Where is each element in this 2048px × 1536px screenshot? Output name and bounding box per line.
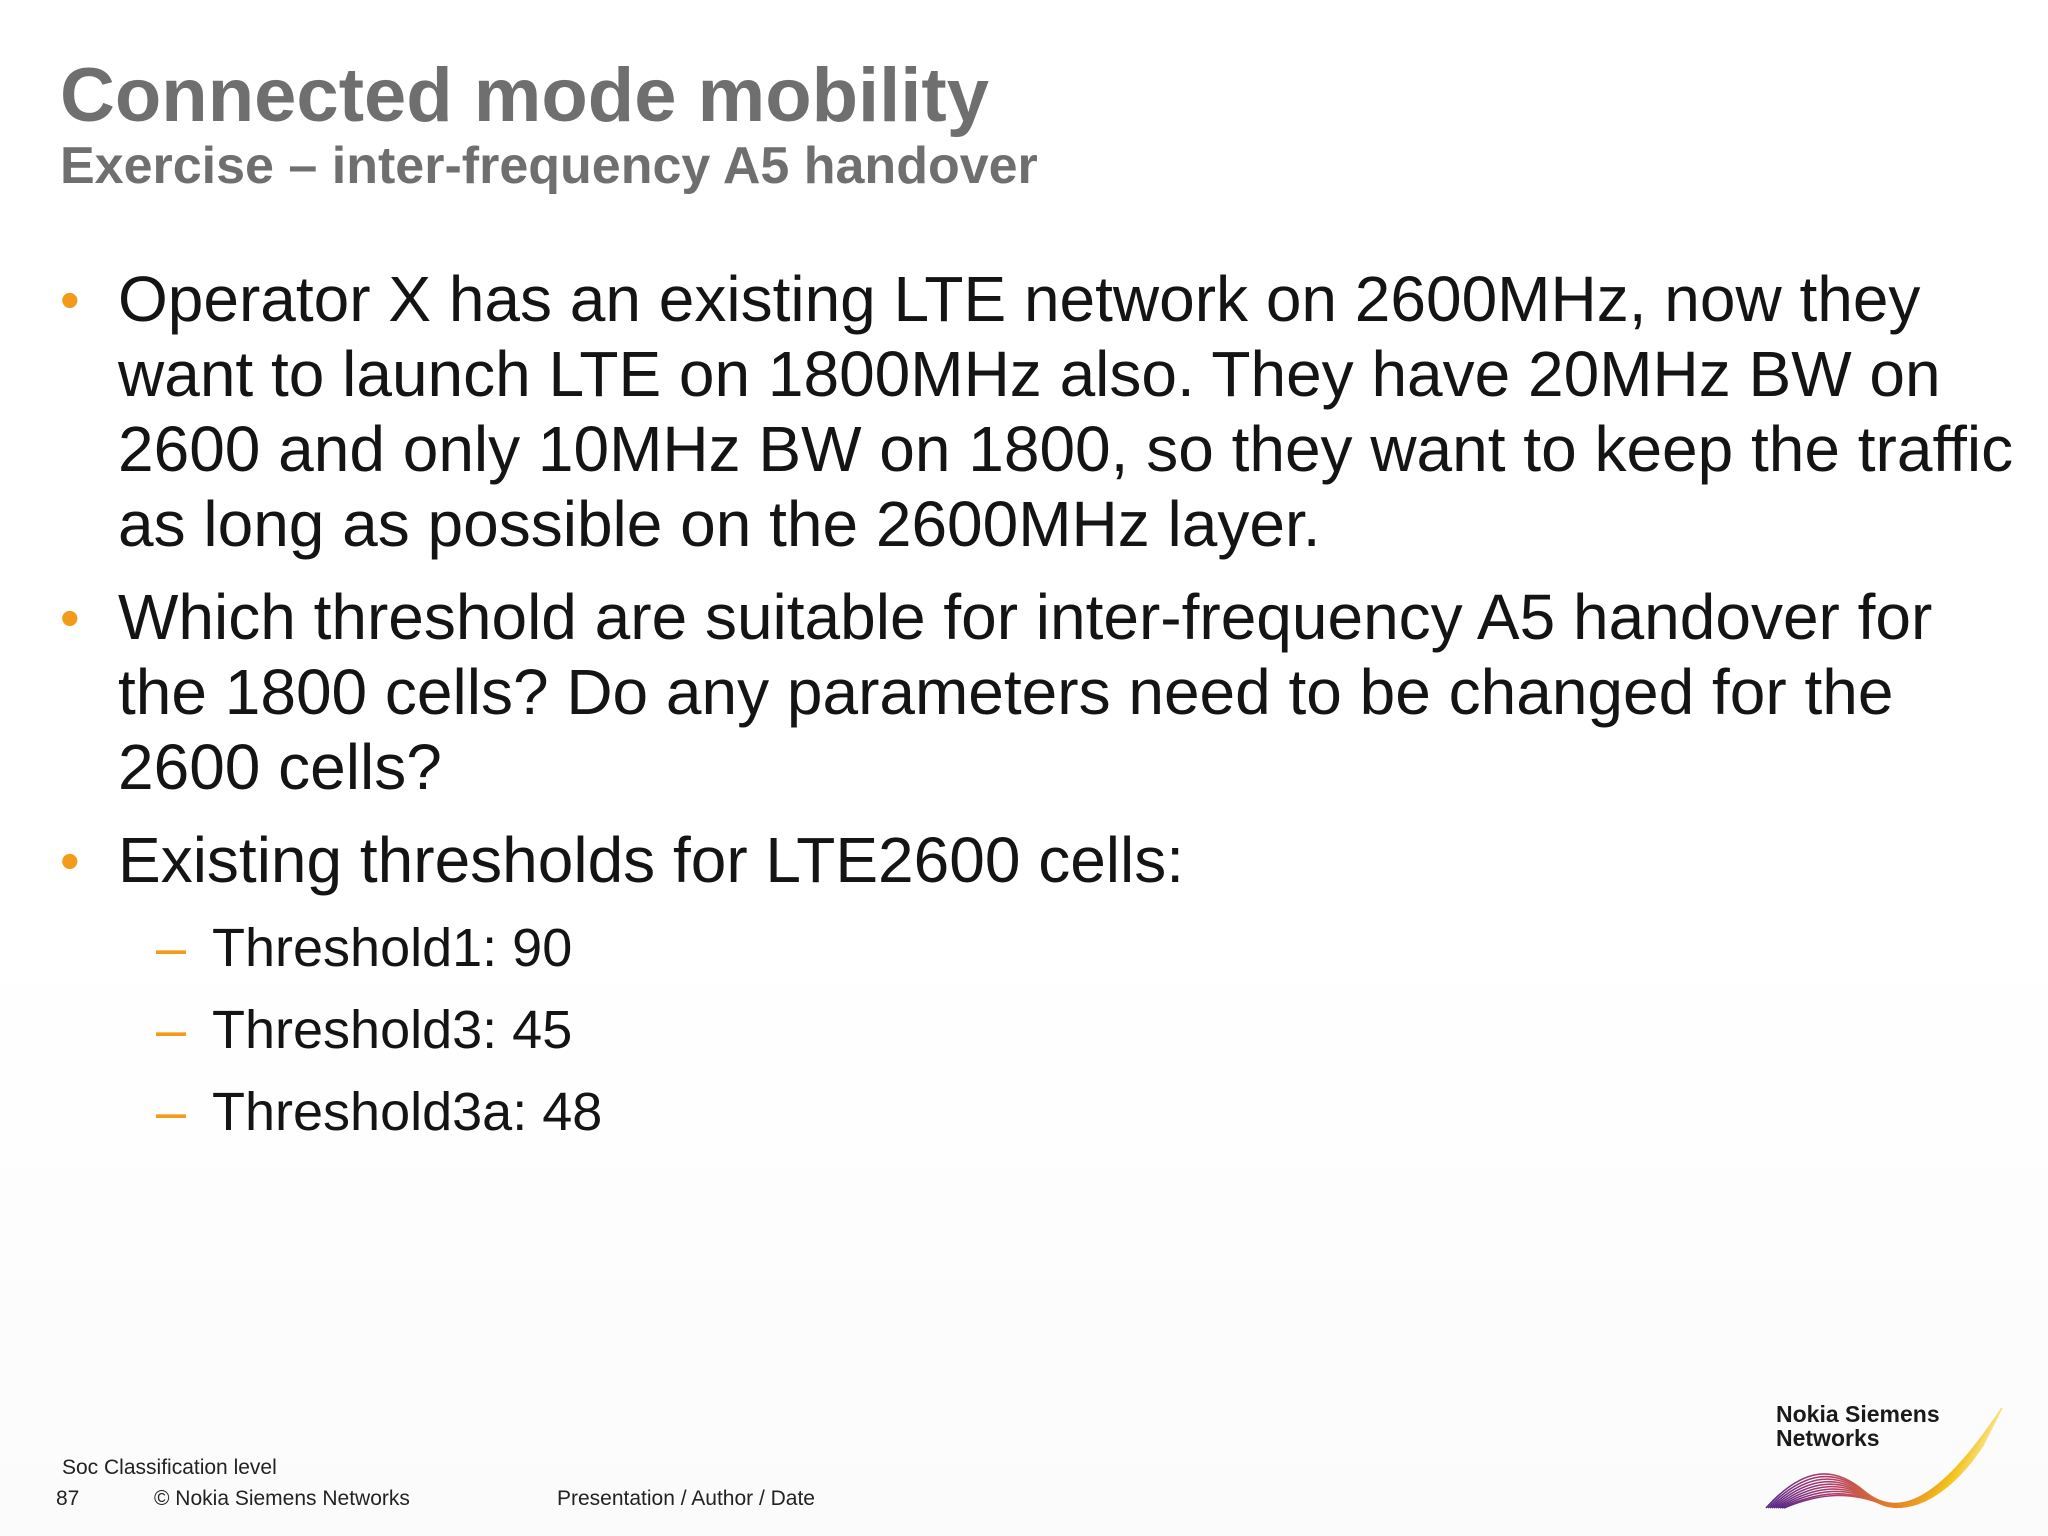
sub-bullet-text: Threshold1: 90 [212,918,573,978]
content-area [60,262,2020,1162]
bullet-item [60,262,2020,562]
bullet-text: Operator X has an existing LTE network on 2600MHz, now they want to launch LTE on 1800MHz also. They have 20MHz BW on 2600 and only 10MHz BW on 1800, so they want to keep the traffic as long as possible on the 2600MHz layer. [118,263,2014,560]
footer-classification: Soc Classification level [62,1456,277,1479]
sub-bullet-item [60,916,2020,980]
sub-bullet-text: Threshold3: 45 [212,1000,573,1060]
dash-icon: – [156,918,187,978]
sub-bullet-text: Threshold3a: 48 [212,1082,603,1142]
footer-copyright: © Nokia Siemens Networks [154,1487,410,1510]
logo-line-1: Nokia Siemens [1776,1401,1940,1427]
footer-page-number: 87 [56,1487,80,1510]
dash-icon: – [156,1000,187,1060]
bullet-item [60,580,2020,805]
dash-icon: – [156,1082,187,1142]
bullet-text: Which threshold are suitable for inter-frequency A5 handover for the 1800 cells? Do any parameters need to be changed for the 2600 cells? [118,581,1933,803]
sub-bullet-item [60,998,2020,1062]
footer-presentation: Presentation / Author / Date [557,1487,815,1510]
bullet-text: Existing thresholds for LTE2600 cells: [118,824,1184,896]
slide-subtitle: Exercise – inter-frequency A5 handover [60,137,1038,195]
bullet-dot-icon: • [60,829,80,892]
logo-text [1776,1402,1940,1450]
sub-bullet-item [60,1080,2020,1144]
logo-line-2: Networks [1776,1425,1880,1451]
company-logo [1764,1396,2014,1514]
slide-title: Connected mode mobility [60,53,989,138]
bullet-dot-icon: • [60,586,80,649]
bullet-dot-icon: • [60,268,80,331]
bullet-item [60,823,2020,898]
